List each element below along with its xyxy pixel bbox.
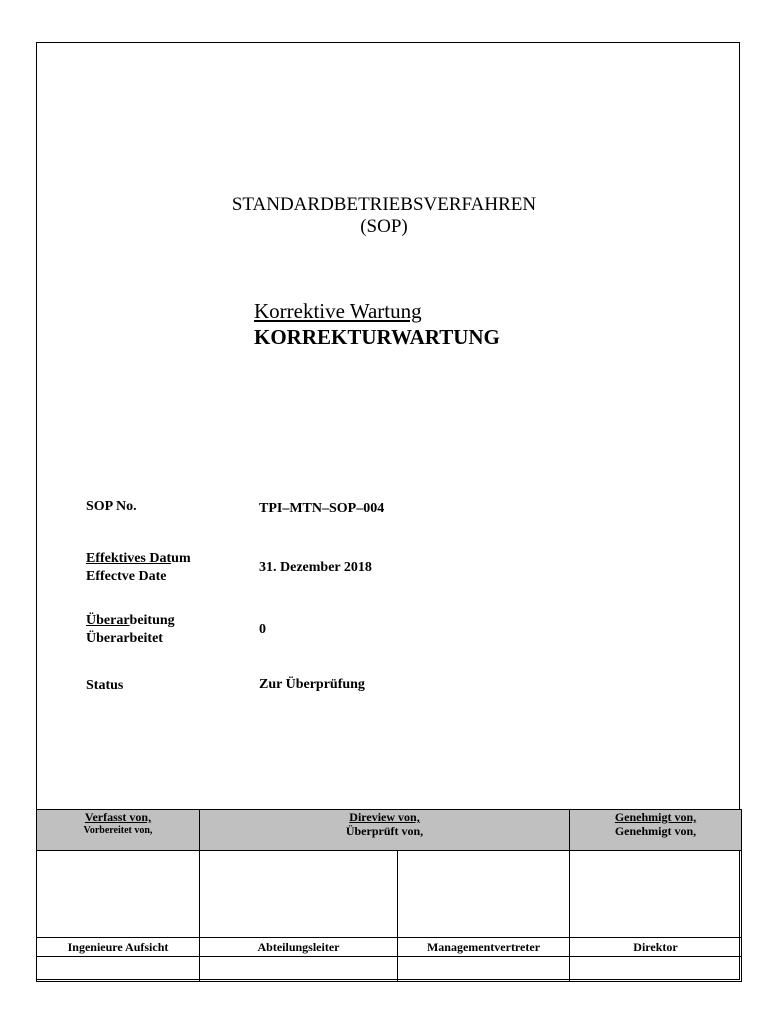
reviewed-by-line-1: Direview von, — [349, 810, 420, 824]
revision-label — [86, 612, 175, 648]
name-date-cell-1[interactable] — [37, 957, 200, 982]
subtitle-line-2: KORREKTURWARTUNG — [254, 325, 500, 349]
revision-label-rest: beitung — [129, 613, 175, 628]
prepared-by-line-2: Vorbereitet von, — [83, 825, 153, 836]
prepared-by-line-1: Verfasst von, — [84, 810, 152, 824]
signature-space-2[interactable] — [200, 851, 398, 938]
subtitle-line-1: Korrektive Wartung — [254, 299, 422, 323]
revision-value: 0 — [259, 622, 266, 637]
date-label-rest: um — [171, 551, 191, 566]
title-line-2: (SOP) — [360, 216, 408, 237]
status-value: Zur Überprüfung — [259, 677, 365, 692]
date-label — [86, 550, 191, 586]
document-title — [0, 194, 768, 238]
sop-no-label: SOP No. — [86, 499, 137, 514]
name-date-cell-4[interactable] — [570, 957, 742, 982]
role-cell: Abteilungsleiter — [200, 938, 398, 957]
revision-label-line-2: Überarbeitet — [86, 631, 163, 646]
title-line-1: STANDARDBETRIEBSVERFAHREN — [231, 194, 537, 215]
sop-no-value: TPI–MTN–SOP–004 — [259, 501, 385, 516]
status-label: Status — [86, 678, 124, 693]
name-date-cell-3[interactable] — [398, 957, 570, 982]
document-subtitle — [254, 298, 522, 350]
reviewed-by-line-2: Überprüft von, — [345, 824, 424, 838]
reviewed-by-header — [200, 810, 570, 851]
role-cell: Ingenieure Aufsicht — [37, 938, 200, 957]
prepared-by-header — [37, 810, 200, 851]
signature-space-3[interactable] — [398, 851, 570, 938]
role-row — [37, 938, 742, 957]
signature-space-row — [37, 851, 742, 938]
date-label-line-2: Effectve Date — [86, 569, 167, 584]
approved-by-line-2: Genehmigt von, — [614, 824, 697, 838]
approved-by-line-1: Genehmigt von, — [614, 810, 697, 824]
role-cell: Managementvertreter — [398, 938, 570, 957]
name-date-row — [37, 957, 742, 982]
signature-table — [36, 809, 742, 982]
signature-space-1[interactable] — [37, 851, 200, 938]
date-value: 31. Dezember 2018 — [259, 560, 372, 575]
name-date-cell-2[interactable] — [200, 957, 398, 982]
date-label-underlined: Effektives Dat — [86, 551, 172, 566]
signature-space-4[interactable] — [570, 851, 742, 938]
revision-label-underlined: Überar — [86, 613, 130, 628]
approved-by-header — [570, 810, 742, 851]
signature-header-row — [37, 810, 742, 851]
role-cell: Direktor — [570, 938, 742, 957]
